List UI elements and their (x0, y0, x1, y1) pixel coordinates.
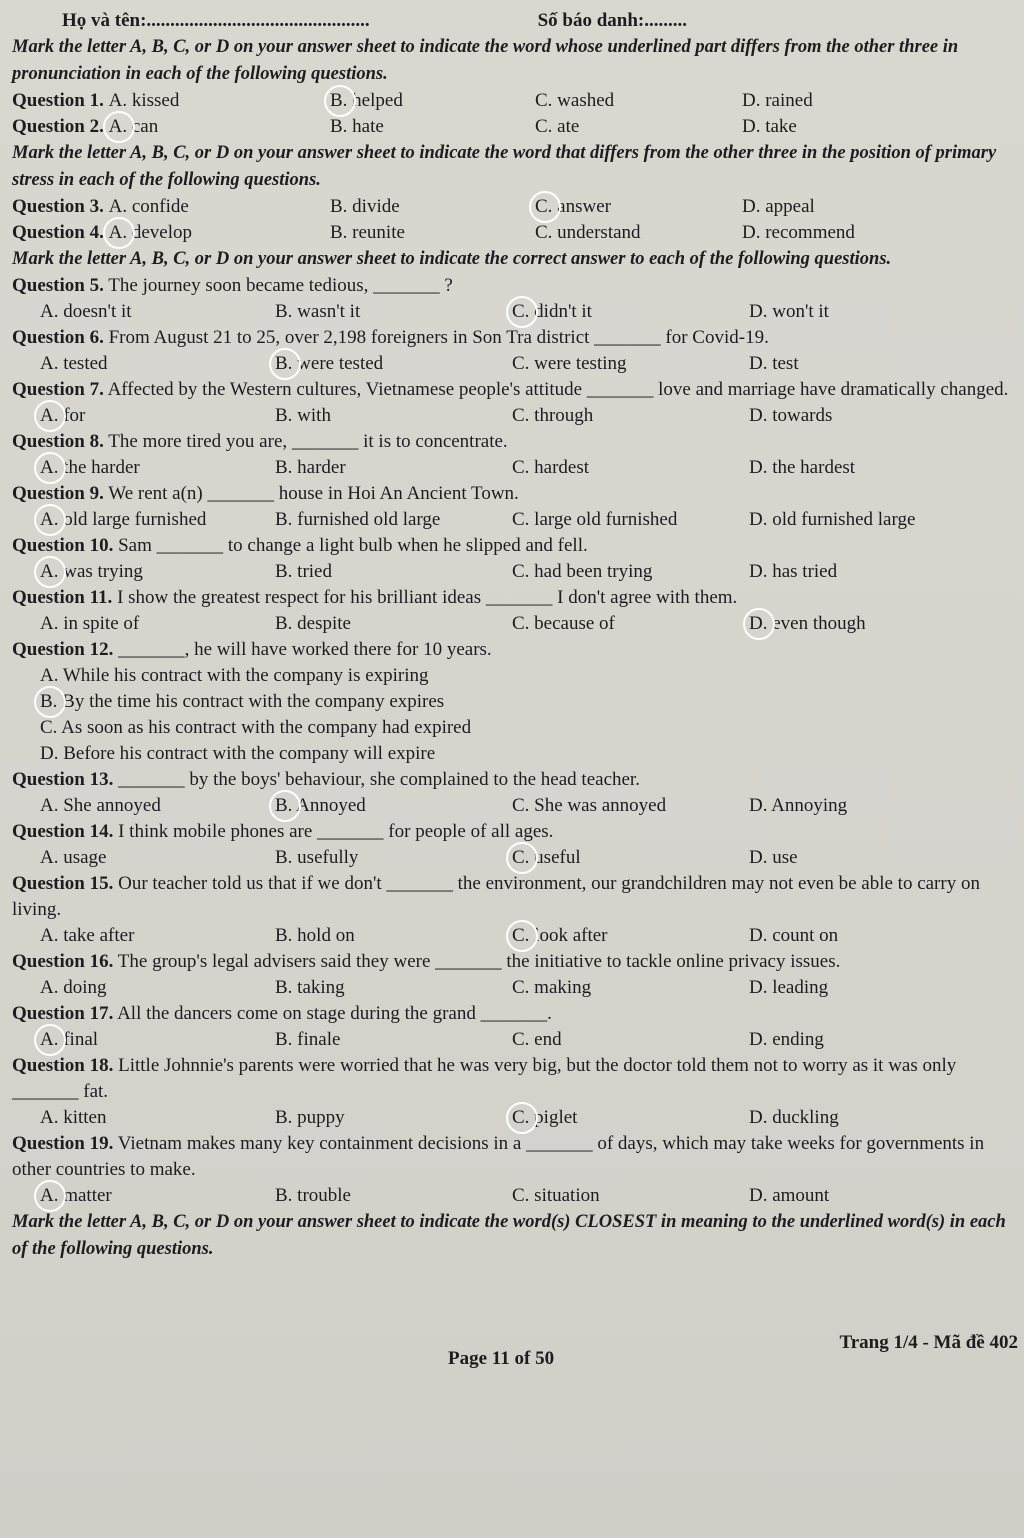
question-number: Question 3. (12, 196, 104, 217)
question-text: I think mobile phones are _______ for people of all ages. (118, 821, 554, 842)
answer-option-c[interactable]: C. She was annoyed (512, 795, 667, 816)
answer-option-a[interactable]: A. She annoyed (40, 795, 161, 816)
answer-option-c[interactable]: C. end (512, 1029, 562, 1050)
answer-option-b[interactable]: B. despite (275, 613, 351, 634)
section-instruction-stress: Mark the letter A, B, C, or D on your answer sheet to indicate the word that differs from the other three in the position of primary stress in each of the following questions. (12, 143, 997, 190)
question-text: Vietnam makes many key containment decisions in a _______ of days, which may take weeks for governments in other countries to make. (12, 1133, 985, 1180)
question-number: Question 16. (12, 951, 114, 972)
question-10 (12, 533, 1017, 585)
answer-option-a[interactable]: A. final (40, 1027, 275, 1053)
question-text: _______ by the boys' behaviour, she complained to the head teacher. (118, 769, 640, 790)
question-text: The more tired you are, _______ it is to concentrate. (108, 431, 508, 452)
answer-option-b[interactable]: B. Annoyed (275, 793, 512, 819)
answer-option-a[interactable]: A. for (40, 403, 275, 429)
answer-option-b[interactable]: B. divide (330, 196, 400, 217)
question-number: Question 18. (12, 1055, 114, 1076)
answer-option-a[interactable]: A. take after (40, 925, 135, 946)
question-number-and-option-a (12, 220, 330, 246)
answer-option-a[interactable]: A. tested (40, 353, 108, 374)
answer-option-b[interactable]: B. usefully (275, 847, 359, 868)
answer-option-a[interactable]: A. in spite of (40, 613, 140, 634)
answer-option-b[interactable]: B. tried (275, 561, 332, 582)
question-stem (12, 481, 1017, 507)
answer-option-b[interactable]: B. reunite (330, 222, 405, 243)
question-17 (12, 1001, 1017, 1053)
page-footer (0, 1328, 1024, 1368)
answer-option-c[interactable]: C. look after (512, 923, 749, 949)
question-text: We rent a(n) _______ house in Hoi An Ancient Town. (108, 483, 519, 504)
answer-options (12, 923, 1017, 949)
section-instruction-pronunciation: Mark the letter A, B, C, or D on your answer sheet to indicate the word whose underlined part differs from the other three in pronunciation in each of the following questions. (12, 37, 959, 84)
question-text: All the dancers come on stage during the grand _______. (117, 1003, 552, 1024)
answer-options (12, 1105, 1017, 1131)
answer-option-c[interactable]: C. understand (535, 222, 641, 243)
answer-option-d[interactable]: D. recommend (742, 222, 855, 243)
answer-option-c[interactable]: C. were testing (512, 353, 627, 374)
question-text: The group's legal advisers said they were _______ the initiative to tackle online privacy issues. (117, 951, 841, 972)
answer-option-b[interactable]: B. helped (330, 88, 535, 114)
answer-option-b[interactable]: B. wasn't it (275, 301, 361, 322)
question-text: Little Johnnie's parents were worried that he was very big, but the doctor told them not to worry as it was only _______ fat. (12, 1055, 957, 1102)
question-text: From August 21 to 25, over 2,198 foreigners in Son Tra district _______ for Covid-19. (108, 327, 769, 348)
question-row (12, 88, 1017, 114)
answer-option-d[interactable]: D. Annoying (749, 795, 848, 816)
answer-options (12, 1027, 1017, 1053)
answer-option-b[interactable]: B. with (275, 405, 331, 426)
answer-option-c[interactable]: C. through (512, 405, 594, 426)
answer-option-d[interactable]: D. use (749, 847, 798, 868)
question-number: Question 17. (12, 1003, 114, 1024)
question-number-and-option-a (12, 114, 330, 140)
answer-option-b[interactable]: B. furnished old large (275, 509, 441, 530)
answer-option-a[interactable]: A. usage (40, 847, 107, 868)
answer-option-b[interactable]: B. harder (275, 457, 346, 478)
question-stem (12, 637, 1017, 663)
question-number: Question 2. (12, 116, 104, 137)
question-row (12, 194, 1017, 220)
answer-option-a[interactable]: A. matter (40, 1183, 275, 1209)
answer-options (12, 611, 1017, 637)
question-13 (12, 767, 1017, 819)
answer-options (12, 845, 1017, 871)
answer-options (12, 299, 1017, 325)
question-text: I show the greatest respect for his brilliant ideas _______ I don't agree with them. (117, 587, 738, 608)
question-stem (12, 767, 1017, 793)
answer-option-d[interactable]: D. the hardest (749, 457, 856, 478)
question-15 (12, 871, 1017, 949)
question-number-and-option-a (12, 88, 330, 114)
question-text: _______, he will have worked there for 10 years. (118, 639, 492, 660)
answer-option-d[interactable]: D. even though (749, 611, 989, 637)
question-12 (12, 637, 1017, 767)
question-number: Question 10. (12, 535, 114, 556)
question-row (12, 220, 1017, 246)
answer-option-c[interactable]: C. washed (535, 90, 615, 111)
question-text: The journey soon became tedious, _______ ? (108, 275, 453, 296)
question-number: Question 15. (12, 873, 114, 894)
answer-option-b[interactable]: B. hold on (275, 925, 355, 946)
answer-option-d[interactable]: D. leading (749, 977, 829, 998)
answer-option-a[interactable]: A. was trying (40, 559, 275, 585)
answer-option-d[interactable]: D. Before his contract with the company will expire (40, 743, 436, 764)
exam-content (12, 8, 1017, 1263)
question-row (12, 114, 1017, 140)
header-row (12, 8, 1017, 34)
question-stem (12, 1053, 1017, 1105)
answer-option-d[interactable]: D. amount (749, 1185, 830, 1206)
question-2 (12, 114, 1017, 140)
answer-options (12, 351, 1017, 377)
question-1 (12, 88, 1017, 114)
answer-option-d[interactable]: D. won't it (749, 301, 829, 322)
question-number: Question 9. (12, 483, 104, 504)
answer-option-b[interactable]: B. By the time his contract with the company expires (40, 689, 1017, 715)
question-18 (12, 1053, 1017, 1131)
answer-option-c[interactable]: C. piglet (512, 1105, 749, 1131)
answer-option-a[interactable]: A. confide (108, 196, 189, 217)
question-4 (12, 220, 1017, 246)
question-text: Sam _______ to change a light bulb when he slipped and fell. (118, 535, 588, 556)
answer-option-c[interactable]: C. answer (535, 194, 742, 220)
question-text: Affected by the Western cultures, Vietnamese people's attitude _______ love and marriage have dramatically changed. (107, 379, 1009, 400)
question-text: Our teacher told us that if we don't _______ the environment, our grandchildren may not even be able to carry on living. (12, 873, 980, 920)
question-8 (12, 429, 1017, 481)
question-number: Question 6. (12, 327, 104, 348)
question-number: Question 12. (12, 639, 114, 660)
question-number: Question 8. (12, 431, 104, 452)
answer-options (12, 559, 1017, 585)
answer-option-b[interactable]: B. finale (275, 1029, 341, 1050)
section-instruction-closest-meaning: Mark the letter A, B, C, or D on your answer sheet to indicate the word(s) CLOSEST in meaning to the underlined word(s) in each of the following questions. (12, 1212, 1006, 1259)
question-11 (12, 585, 1017, 637)
answer-option-a[interactable]: A. the harder (40, 455, 275, 481)
question-number: Question 7. (12, 379, 104, 400)
answer-option-c[interactable]: C. useful (512, 845, 749, 871)
answer-option-c[interactable]: C. As soon as his contract with the company had expired (40, 717, 472, 738)
answer-option-c[interactable]: C. hardest (512, 457, 590, 478)
question-19 (12, 1131, 1017, 1209)
answer-option-b[interactable]: B. hate (330, 116, 384, 137)
question-5 (12, 273, 1017, 325)
answer-option-d[interactable]: D. has tried (749, 561, 838, 582)
answer-option-d[interactable]: D. duckling (749, 1107, 839, 1128)
answer-options (12, 455, 1017, 481)
question-number-and-option-a (12, 194, 330, 220)
question-7 (12, 377, 1017, 429)
question-number: Question 11. (12, 587, 113, 608)
answer-options (12, 403, 1017, 429)
answer-option-b[interactable]: B. trouble (275, 1185, 351, 1206)
answer-option-d[interactable]: D. appeal (742, 196, 815, 217)
page-number: Page 11 of 50 (448, 1348, 555, 1369)
question-14 (12, 819, 1017, 871)
question-9 (12, 481, 1017, 533)
answer-option-a[interactable]: A. doing (40, 977, 107, 998)
answer-option-c[interactable]: C. making (512, 977, 592, 998)
answer-option-c[interactable]: C. had been trying (512, 561, 653, 582)
question-number: Question 14. (12, 821, 114, 842)
answer-option-a[interactable]: A. doesn't it (40, 301, 132, 322)
exam-code: Trang 1/4 - Mã đề 402 (839, 1332, 1018, 1353)
answer-options (12, 1183, 1017, 1209)
answer-option-c[interactable]: C. ate (535, 116, 580, 137)
answer-option-d[interactable]: D. towards (749, 405, 833, 426)
answer-option-a[interactable]: A. develop (109, 220, 192, 246)
answer-option-c[interactable]: C. didn't it (512, 299, 749, 325)
answer-options (12, 975, 1017, 1001)
question-stem (12, 377, 1017, 403)
question-stem (12, 819, 1017, 845)
answer-option-a[interactable]: A. While his contract with the company is expiring (40, 665, 429, 686)
question-stem (12, 273, 1017, 299)
answer-option-d[interactable]: D. ending (749, 1029, 824, 1050)
answer-options (12, 507, 1017, 533)
question-number: Question 1. (12, 90, 104, 111)
answer-options (12, 793, 1017, 819)
question-number: Question 4. (12, 222, 104, 243)
answer-option-d[interactable]: D. old furnished large (749, 509, 916, 530)
answer-option-d[interactable]: D. test (749, 353, 799, 374)
answer-option-b[interactable]: B. taking (275, 977, 345, 998)
question-6 (12, 325, 1017, 377)
name-label: Họ và tên:............................................... (62, 10, 370, 31)
answer-option-d[interactable]: D. rained (742, 90, 813, 111)
question-16 (12, 949, 1017, 1001)
question-stem (12, 429, 1017, 455)
answer-option-d[interactable]: D. count on (749, 925, 839, 946)
answer-option-d[interactable]: D. take (742, 116, 797, 137)
section-instruction-correct-answer: Mark the letter A, B, C, or D on your answer sheet to indicate the correct answer to each of the following questions. (12, 249, 892, 269)
question-number: Question 5. (12, 275, 104, 296)
question-stem (12, 533, 1017, 559)
answer-options (12, 663, 1017, 767)
answer-option-c[interactable]: C. because of (512, 613, 615, 634)
id-label: Số báo danh:......... (537, 10, 687, 31)
question-stem (12, 585, 1017, 611)
question-stem (12, 871, 1017, 923)
answer-option-c[interactable]: C. situation (512, 1185, 600, 1206)
question-stem (12, 1001, 1017, 1027)
question-stem (12, 1131, 1017, 1183)
answer-option-a[interactable]: A. old large furnished (40, 507, 275, 533)
answer-option-a[interactable]: A. can (109, 114, 159, 140)
question-number: Question 19. (12, 1133, 114, 1154)
answer-option-b[interactable]: B. were tested (275, 351, 512, 377)
question-number: Question 13. (12, 769, 114, 790)
answer-option-c[interactable]: C. large old furnished (512, 509, 678, 530)
question-3 (12, 194, 1017, 220)
question-stem (12, 949, 1017, 975)
answer-option-b[interactable]: B. puppy (275, 1107, 345, 1128)
question-stem (12, 325, 1017, 351)
answer-option-a[interactable]: A. kitten (40, 1107, 107, 1128)
answer-option-a[interactable]: A. kissed (108, 90, 180, 111)
